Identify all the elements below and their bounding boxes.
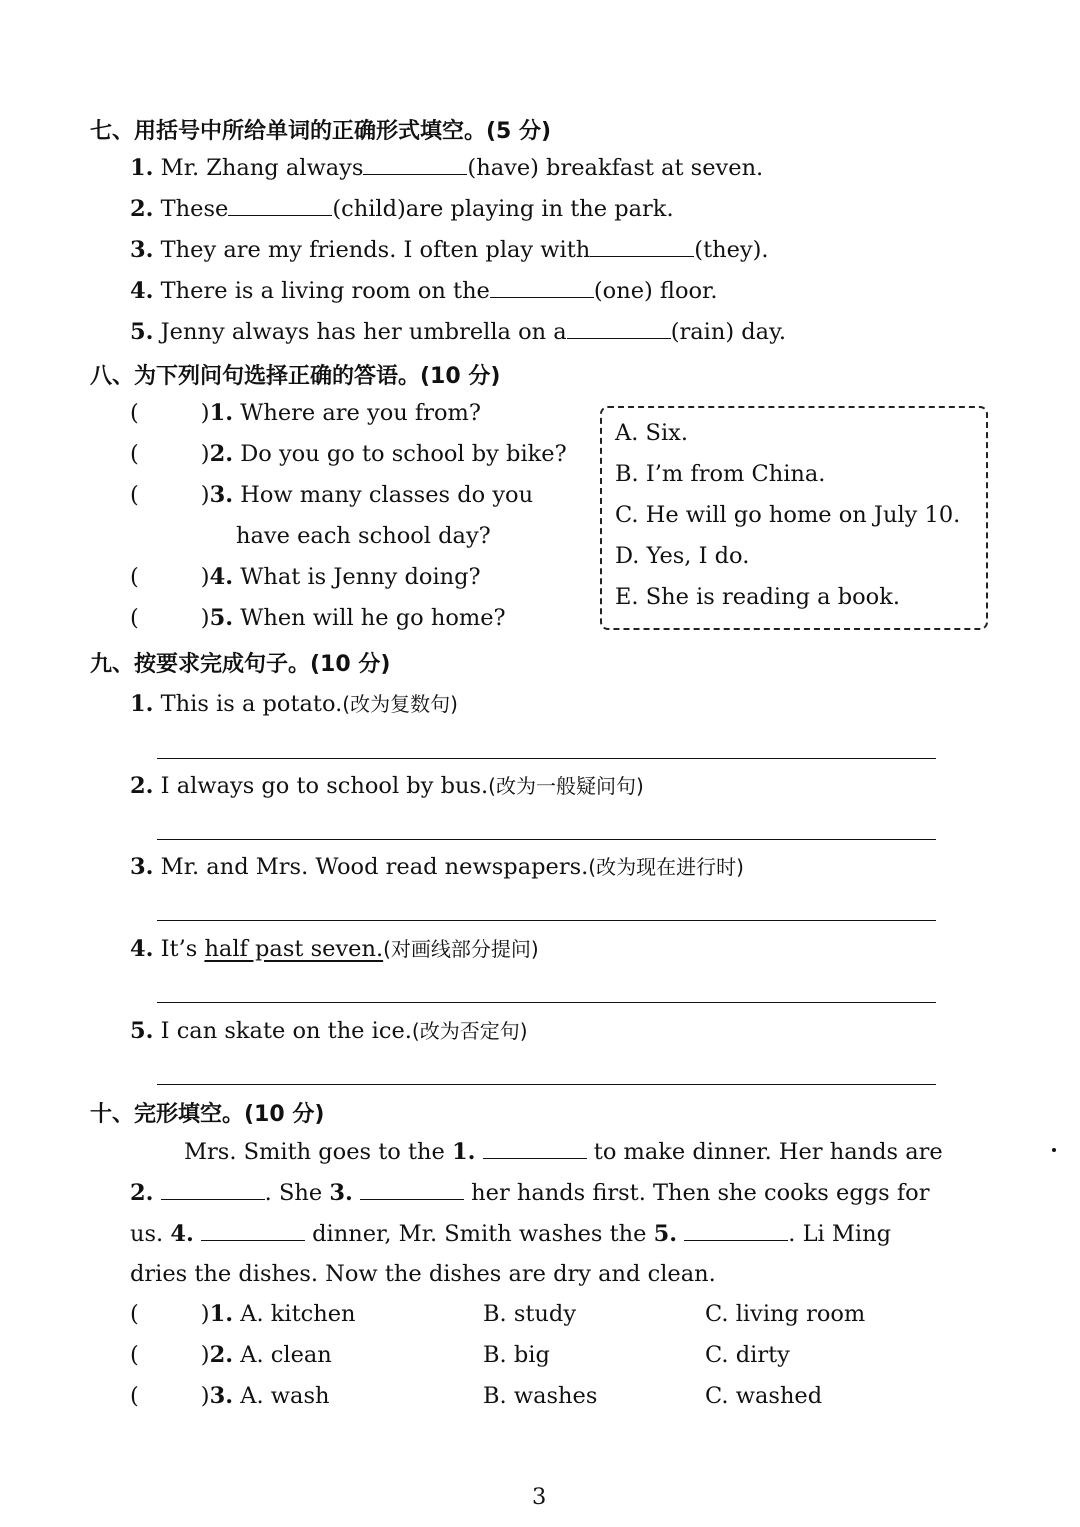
s7-item-5 bbox=[130, 318, 786, 345]
choice-1-c: C. living room bbox=[705, 1301, 866, 1327]
s7-item-post: (have) breakfast at seven. bbox=[467, 155, 764, 181]
option-c: C. He will go home on July 10. bbox=[615, 502, 961, 528]
s8-question-5 bbox=[130, 605, 506, 631]
s7-item-post: (they). bbox=[694, 237, 769, 263]
s7-item-pre: These bbox=[160, 196, 229, 222]
answer-paren-open[interactable]: ( bbox=[130, 441, 139, 467]
s9-item-note: (对画线部分提问) bbox=[383, 937, 539, 961]
cloze-line-3 bbox=[130, 1220, 891, 1247]
option-b: B. I’m from China. bbox=[615, 461, 826, 487]
s7-blank-3[interactable] bbox=[590, 236, 694, 257]
s7-item-4 bbox=[130, 277, 717, 304]
cloze-line-2 bbox=[130, 1179, 929, 1206]
choice-num: 3. bbox=[209, 1383, 234, 1409]
s9-item-num: 4. bbox=[130, 936, 154, 962]
s7-blank-2[interactable] bbox=[228, 195, 332, 216]
s9-answer-line-5[interactable] bbox=[157, 1084, 936, 1085]
answer-paren-open[interactable]: ( bbox=[130, 564, 139, 590]
question-num: 2. bbox=[209, 441, 234, 467]
s7-blank-5[interactable] bbox=[567, 318, 671, 339]
cloze-blank-5[interactable] bbox=[684, 1220, 788, 1241]
cloze-text: her hands first. Then she cooks eggs for bbox=[464, 1180, 930, 1206]
answer-paren-close: ) bbox=[200, 441, 210, 467]
choice-num: 1. bbox=[209, 1301, 234, 1327]
s7-item-2 bbox=[130, 195, 674, 222]
s9-item-num: 2. bbox=[130, 773, 154, 799]
s9-item-note: (改为现在进行时) bbox=[588, 855, 744, 879]
s7-item-post: (child)are playing in the park. bbox=[332, 196, 674, 222]
question-text: How many classes do you bbox=[240, 482, 534, 508]
section-7-heading: 七、用括号中所给单词的正确形式填空。(5 分) bbox=[90, 119, 552, 144]
answer-paren-open[interactable]: ( bbox=[130, 400, 139, 426]
cloze-line-4: dries the dishes. Now the dishes are dry and clean. bbox=[130, 1261, 716, 1287]
s9-answer-line-4[interactable] bbox=[157, 1002, 936, 1003]
s7-item-pre: They are my friends. I often play with bbox=[160, 237, 591, 263]
choice-1-b: B. study bbox=[483, 1301, 577, 1327]
s9-item-5 bbox=[130, 1015, 528, 1044]
cloze-text: to make dinner. Her hands are bbox=[586, 1139, 943, 1165]
s9-item-note: (改为复数句) bbox=[342, 692, 458, 716]
question-text: Do you go to school by bike? bbox=[240, 441, 567, 467]
cloze-blank-1[interactable] bbox=[483, 1138, 587, 1159]
answer-paren-close: ) bbox=[200, 564, 210, 590]
s9-answer-line-2[interactable] bbox=[157, 839, 936, 840]
option-d: D. Yes, I do. bbox=[615, 543, 750, 569]
s9-item-text: This is a potato. bbox=[160, 691, 343, 717]
s9-underlined-phrase: half past seven. bbox=[204, 936, 384, 962]
s9-item-num: 5. bbox=[130, 1018, 154, 1044]
question-text: What is Jenny doing? bbox=[240, 564, 481, 590]
s8-question-4 bbox=[130, 564, 481, 590]
s7-blank-4[interactable] bbox=[490, 277, 594, 298]
s7-item-3 bbox=[130, 236, 769, 263]
option-a: A. Six. bbox=[615, 420, 689, 446]
answer-paren-open[interactable]: ( bbox=[130, 605, 139, 631]
choice-num: 2. bbox=[209, 1342, 234, 1368]
cloze-text: dinner, Mr. Smith washes the bbox=[305, 1221, 654, 1247]
s7-blank-1[interactable] bbox=[363, 154, 467, 175]
choice-3-c: C. washed bbox=[705, 1383, 823, 1409]
answer-paren-open[interactable]: ( bbox=[130, 1383, 139, 1409]
section-10-heading: 十、完形填空。(10 分) bbox=[90, 1102, 325, 1127]
s9-answer-line-1[interactable] bbox=[157, 758, 936, 759]
s9-item-note: (改为否定句) bbox=[411, 1019, 528, 1043]
question-num: 5. bbox=[209, 605, 234, 631]
cloze-text: . She bbox=[264, 1180, 330, 1206]
cloze-text: us. bbox=[130, 1221, 171, 1247]
s7-item-num: 3. bbox=[130, 237, 154, 263]
s9-item-pre: It’s bbox=[160, 936, 205, 962]
choice-row-1 bbox=[130, 1301, 356, 1327]
question-text: Where are you from? bbox=[240, 400, 481, 426]
s9-item-1 bbox=[130, 688, 458, 717]
s7-item-1 bbox=[130, 154, 763, 181]
choice-row-2 bbox=[130, 1342, 332, 1368]
s7-item-pre: Jenny always has her umbrella on a bbox=[160, 319, 567, 345]
s9-item-note: (改为一般疑问句) bbox=[488, 774, 644, 798]
answer-paren-close: ) bbox=[200, 482, 210, 508]
cloze-line-1 bbox=[184, 1138, 943, 1165]
choice-2-b: B. big bbox=[483, 1342, 550, 1368]
question-num: 3. bbox=[209, 482, 234, 508]
s9-item-text: Mr. and Mrs. Wood read newspapers. bbox=[160, 854, 589, 880]
cloze-blank-4[interactable] bbox=[201, 1220, 305, 1241]
cloze-text: Mrs. Smith goes to the bbox=[184, 1139, 452, 1165]
answer-paren-open[interactable]: ( bbox=[130, 1342, 139, 1368]
cloze-blank-3[interactable] bbox=[360, 1179, 464, 1200]
choice-a: A. wash bbox=[240, 1383, 330, 1409]
answer-paren-close: ) bbox=[200, 1301, 210, 1327]
s7-item-num: 2. bbox=[130, 196, 154, 222]
cloze-num: 3. bbox=[329, 1180, 353, 1206]
s9-item-num: 3. bbox=[130, 854, 154, 880]
answer-paren-close: ) bbox=[200, 1342, 210, 1368]
s7-item-num: 5. bbox=[130, 319, 154, 345]
cloze-num: 2. bbox=[130, 1180, 154, 1206]
answer-paren-close: ) bbox=[200, 1383, 210, 1409]
page-number: 3 bbox=[532, 1484, 547, 1510]
answer-paren-close: ) bbox=[200, 605, 210, 631]
question-num: 1. bbox=[209, 400, 234, 426]
choice-a: A. kitchen bbox=[240, 1301, 356, 1327]
answer-paren-close: ) bbox=[200, 400, 210, 426]
choice-a: A. clean bbox=[240, 1342, 332, 1368]
option-e: E. She is reading a book. bbox=[615, 584, 900, 610]
answer-paren-open[interactable]: ( bbox=[130, 482, 139, 508]
cloze-num: 5. bbox=[653, 1221, 678, 1247]
s8-question-3 bbox=[130, 482, 533, 508]
s7-item-num: 4. bbox=[130, 278, 154, 304]
s9-item-2 bbox=[130, 770, 644, 799]
s9-item-num: 1. bbox=[130, 691, 154, 717]
cloze-text: . Li Ming bbox=[788, 1221, 892, 1247]
stray-dot bbox=[1052, 1148, 1056, 1152]
s7-item-pre: There is a living room on the bbox=[160, 278, 490, 304]
s9-item-text: I can skate on the ice. bbox=[160, 1018, 412, 1044]
s8-question-3-cont: have each school day? bbox=[236, 523, 491, 549]
choice-row-3 bbox=[130, 1383, 329, 1409]
s8-question-2 bbox=[130, 441, 567, 467]
s9-item-4 bbox=[130, 933, 539, 962]
s9-item-text: I always go to school by bus. bbox=[160, 773, 489, 799]
question-num: 4. bbox=[209, 564, 234, 590]
cloze-num: 4. bbox=[170, 1221, 194, 1247]
s7-item-post: (one) floor. bbox=[593, 278, 718, 304]
choice-2-c: C. dirty bbox=[705, 1342, 790, 1368]
choice-3-b: B. washes bbox=[483, 1383, 598, 1409]
s7-item-pre: Mr. Zhang always bbox=[160, 155, 364, 181]
cloze-num: 1. bbox=[451, 1139, 476, 1165]
section-8-heading: 八、为下列问句选择正确的答语。(10 分) bbox=[90, 364, 501, 389]
question-text: When will he go home? bbox=[240, 605, 506, 631]
section-9-heading: 九、按要求完成句子。(10 分) bbox=[90, 652, 391, 677]
s7-item-num: 1. bbox=[130, 155, 154, 181]
s7-item-post: (rain) day. bbox=[670, 319, 786, 345]
s8-question-1 bbox=[130, 400, 481, 426]
cloze-blank-2[interactable] bbox=[161, 1179, 265, 1200]
s9-answer-line-3[interactable] bbox=[157, 920, 936, 921]
s9-item-3 bbox=[130, 851, 744, 880]
answer-paren-open[interactable]: ( bbox=[130, 1301, 139, 1327]
